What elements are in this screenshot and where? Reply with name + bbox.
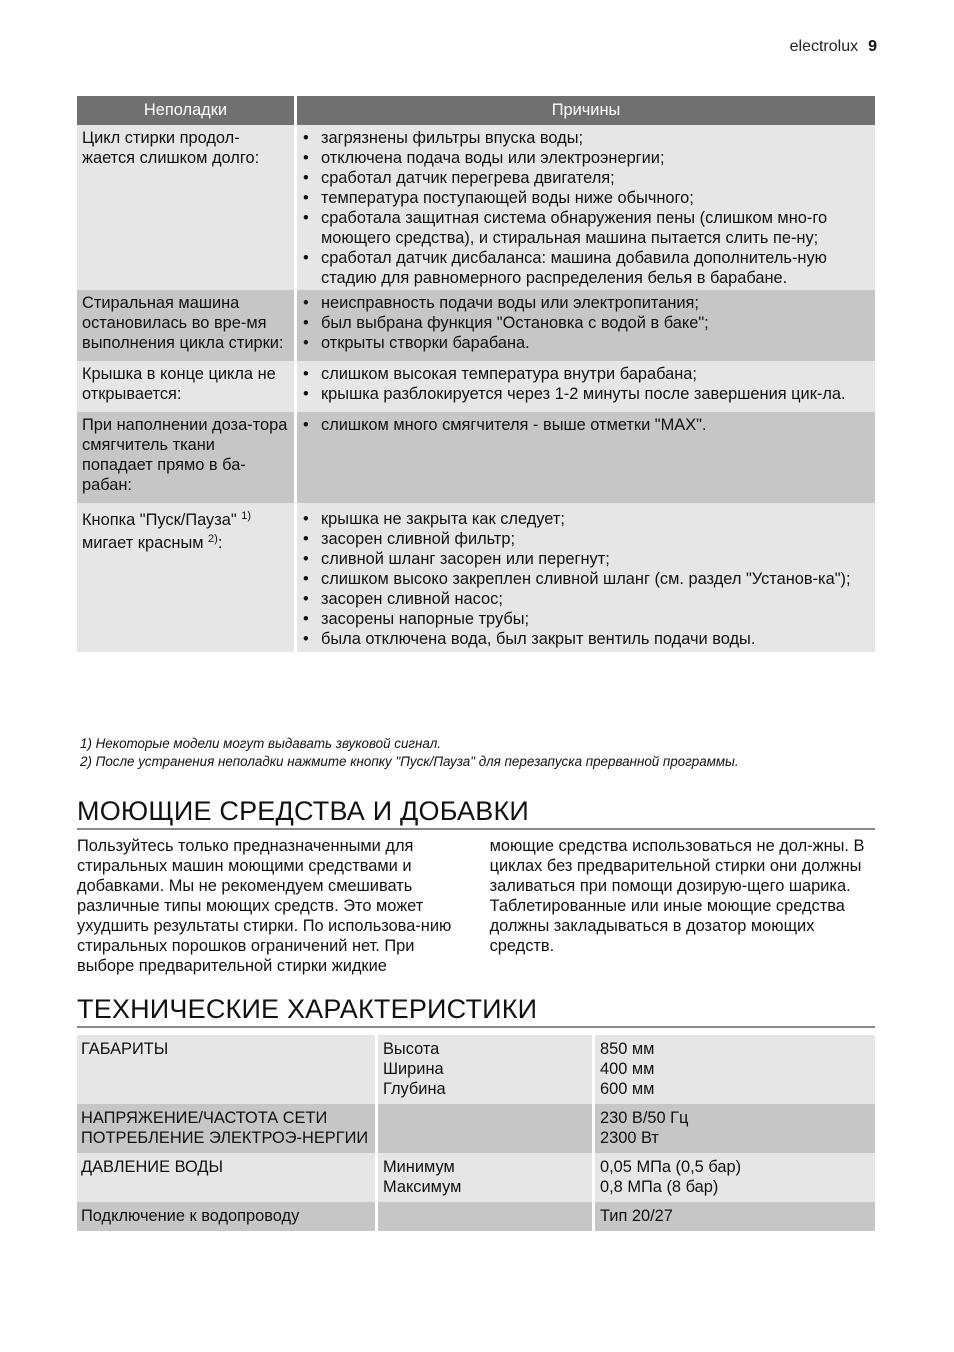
problem-cell: При наполнении доза-тора смягчитель ткани попадает прямо в ба-рабан: (77, 412, 297, 503)
specs-table (77, 1035, 875, 1231)
troubleshooting-table (77, 96, 875, 652)
list-item: • засорены напорные трубы; (303, 610, 530, 628)
page-number: 9 (868, 38, 877, 55)
bullet-icon: • (303, 189, 309, 207)
causes-cell (297, 412, 875, 503)
bullet-icon: • (303, 510, 309, 528)
list-item: • засорен сливной фильтр; (303, 530, 516, 548)
list-item: • слишком высоко закреплен сливной шланг (см. раздел "Установ-ка"); (303, 570, 851, 588)
bullet-icon: • (303, 630, 309, 648)
list-item: • сработал датчик перегрева двигателя; (303, 169, 615, 187)
bullet-icon: • (303, 416, 309, 434)
spec-values: 0,05 МПа (0,5 бар) 0,8 МПа (8 бар) (595, 1153, 875, 1202)
spec-name: Подключение к водопроводу (77, 1202, 378, 1231)
problem-cell: Крышка в конце цикла не открывается: (77, 361, 297, 412)
list-item: • загрязнены фильтры впуска воды; (303, 129, 584, 147)
spec-values: Тип 20/27 (595, 1202, 875, 1231)
list-item: • засорен сливной насос; (303, 590, 503, 608)
causes-list (301, 509, 869, 649)
bullet-icon: • (303, 385, 309, 403)
list-item: • сработала защитная система обнаружения пены (слишком мно-го моющего средства), и стиральная машина пытается слить пе-ну; (303, 209, 828, 247)
problem-cell: Кнопка "Пуск/Пауза" $^{1)}$ мигает красным $^{2)}$: (77, 503, 297, 652)
bullet-icon: • (303, 169, 309, 187)
spec-name: ГАБАРИТЫ (77, 1035, 378, 1104)
detergents-body (77, 836, 875, 976)
causes-list (301, 293, 869, 353)
table-row (77, 1153, 875, 1202)
column-header-problems: Неполадки (77, 96, 297, 125)
list-item: • крышка не закрыта как следует; (303, 510, 565, 528)
detergents-text-left: Пользуйтесь только предназначенными для стиральных машин моющими средствами и добавками. Мы не рекомендуем смешивать различные типы моющих средств. Это может ухудшить результаты стирки. По использова-нию стиральных порошков ограничений нет. При выборе предварительной стирки жидкие (77, 837, 452, 975)
bullet-icon: • (303, 590, 309, 608)
table-row (77, 1035, 875, 1104)
list-item: • открыты створки барабана. (303, 334, 530, 352)
bullet-icon: • (303, 149, 309, 167)
footnote-ref: 2) (208, 533, 218, 545)
bullet-icon: • (303, 249, 309, 267)
problem-cell: Стиральная машина остановилась во вре-мя выполнения цикла стирки: (77, 290, 297, 361)
spec-params: Высота Ширина Глубина (378, 1035, 595, 1104)
spec-params (378, 1104, 595, 1153)
bullet-icon: • (303, 530, 309, 548)
list-item: • сливной шланг засорен или перегнут; (303, 550, 610, 568)
causes-cell (297, 125, 875, 290)
list-item: • температура поступающей воды ниже обычного; (303, 189, 694, 207)
bullet-icon: • (303, 610, 309, 628)
bullet-icon: • (303, 294, 309, 312)
table-row (77, 361, 875, 412)
table-row (77, 125, 875, 290)
table-header-row (77, 96, 875, 125)
table-row (77, 1202, 875, 1231)
list-item: • была отключена вода, был закрыт вентиль подачи воды. (303, 630, 756, 648)
bullet-icon: • (303, 314, 309, 332)
footnote-ref: 1) (241, 510, 252, 522)
brand-name: electrolux (789, 38, 859, 55)
causes-cell (297, 361, 875, 412)
causes-cell (297, 290, 875, 361)
list-item: • был выбрана функция "Остановка с водой в баке"; (303, 314, 709, 332)
footnotes (80, 735, 739, 771)
table-row (77, 503, 875, 652)
list-item: • сработал датчик дисбаланса: машина добавила дополнитель-ную стадию для равномерного распределения белья в барабане. (303, 249, 827, 287)
causes-list (301, 128, 869, 288)
spec-values: 230 В/50 Гц 2300 Вт (595, 1104, 875, 1153)
causes-cell (297, 503, 875, 652)
list-item: • слишком высокая температура внутри барабана; (303, 365, 697, 383)
causes-list (301, 415, 869, 435)
table-row (77, 1104, 875, 1153)
bullet-icon: • (303, 334, 309, 352)
detergents-text-right: моющие средства использоваться не дол-жны. В циклах без предварительной стирки они должны заливаться при помощи дозирую-щего шарика. Таблетированные или иные моющие средства должны закладываться в дозатор моющих средств. (489, 837, 865, 955)
bullet-icon: • (303, 129, 309, 147)
section-title-specs: ТЕХНИЧЕСКИЕ ХАРАКТЕРИСТИКИ (77, 993, 875, 1028)
spec-name: ДАВЛЕНИЕ ВОДЫ (77, 1153, 378, 1202)
problem-cell: Цикл стирки продол-жается слишком долго: (77, 125, 297, 290)
list-item: • крышка разблокируется через 1-2 минуты после завершения цик-ла. (303, 385, 846, 403)
table-row (77, 412, 875, 503)
section-title-detergents: МОЮЩИЕ СРЕДСТВА И ДОБАВКИ (77, 795, 875, 830)
bullet-icon: • (303, 365, 309, 383)
table-row (77, 290, 875, 361)
spec-name: НАПРЯЖЕНИЕ/ЧАСТОТА СЕТИ ПОТРЕБЛЕНИЕ ЭЛЕКТРОЭ-НЕРГИИ (77, 1104, 378, 1153)
spec-values: 850 мм 400 мм 600 мм (595, 1035, 875, 1104)
column-header-causes: Причины (297, 96, 875, 125)
spec-params: Минимум Максимум (378, 1153, 595, 1202)
causes-list (301, 364, 869, 404)
list-item: • слишком много смягчителя - выше отметки "MAX". (303, 416, 707, 434)
bullet-icon: • (303, 550, 309, 568)
bullet-icon: • (303, 570, 309, 588)
bullet-icon: • (303, 209, 309, 227)
footnote-2: 2) После устранения неполадки нажмите кнопку "Пуск/Пауза" для перезапуска прерванной программы. (80, 754, 739, 769)
list-item: • неисправность подачи воды или электропитания; (303, 294, 699, 312)
footnote-1: 1) Некоторые модели могут выдавать звуковой сигнал. (80, 736, 441, 751)
spec-params (378, 1202, 595, 1231)
list-item: • отключена подача воды или электроэнергии; (303, 149, 665, 167)
page-header (790, 38, 877, 56)
